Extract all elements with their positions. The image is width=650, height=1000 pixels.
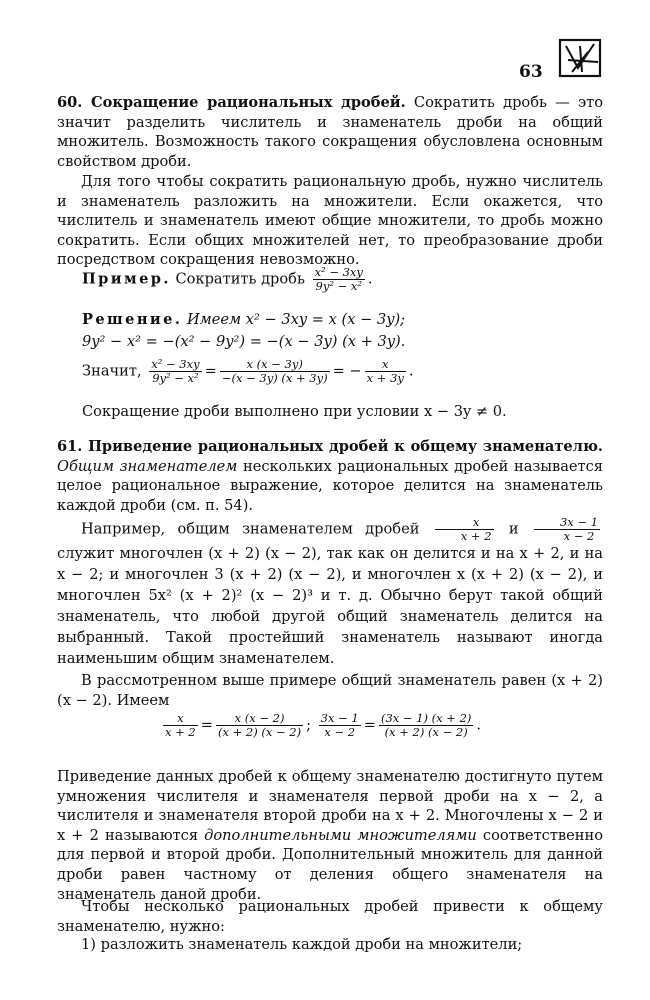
fraction-numerator: 3x − 1 xyxy=(320,711,359,725)
fraction-denominator: x + 3y xyxy=(366,371,404,385)
equation-fraction-4 xyxy=(379,712,473,739)
fraction-numerator: x² − 3xy xyxy=(314,265,363,279)
example-and: и xyxy=(508,520,519,538)
section-60-intro-text: Сократить дробь — это значит разделить числитель и знаменатель дроби на общий множитель. Возможность такого сокращения обусловлена основным свойством дроби. xyxy=(57,94,603,170)
znachit-word: Значит, xyxy=(82,362,142,380)
bringing-paragraph xyxy=(57,767,603,904)
fraction-denominator: x − 2 xyxy=(324,725,356,739)
solution-step-1: Имеем x² − 3xy = x (x − 3y); xyxy=(182,311,406,328)
fraction-denominator: (x + 2) (x − 2) xyxy=(384,725,468,739)
common-denominator-equations: $\frac{x}{x + 2}$ = $\frac{x (x - 2)}{(x + 2) (x - 2)}$ ; $\frac{3x - 1}{x - 2}$ = $\frac{(3x - 1) (x + 2)}{(x + 2) (x - 2)}$ . xyxy=(165,711,482,739)
fraction-numerator: x (x − 2) xyxy=(216,712,303,726)
example-fraction-2 xyxy=(534,516,600,543)
fraction-denominator: x + 2 xyxy=(165,725,196,739)
example-fraction xyxy=(313,266,365,293)
fraction-numerator: x xyxy=(365,358,406,372)
section-61-example xyxy=(57,516,603,669)
fraction-denominator: x + 2 xyxy=(460,529,492,543)
considered-paragraph: В рассмотренном выше примере общий знаменатель равен (x + 2) (x − 2). Имеем xyxy=(57,672,603,709)
section-61-definition: нескольких рациональных дробей называется целое рациональное выражение, которое делится на знаменатель каждой дроби (см. п. 54). xyxy=(57,457,603,514)
fraction-numerator: x² − 3xy xyxy=(151,357,200,371)
fraction-denominator: x − 2 xyxy=(563,529,595,543)
section-61-intro xyxy=(57,437,603,515)
fraction-denominator: 9y² − x² xyxy=(152,371,199,385)
fraction-numerator: x xyxy=(163,712,198,726)
equation-fraction-3 xyxy=(319,712,361,739)
fraction-denominator: 9y² − x² xyxy=(315,279,362,293)
fraction-denominator: (x + 2) (x − 2) xyxy=(217,725,302,739)
section-61-heading: 61. Приведение рациональных дробей к общему знаменателю. xyxy=(57,438,603,455)
fraction-numerator: (3x − 1) (x + 2) xyxy=(380,711,472,725)
solution-line-2: 9y² − x² = −(x² − 9y²) = −(x − 3y) (x + 3y). xyxy=(82,333,406,350)
term-common-denominator: Общим знаменателем xyxy=(57,457,238,475)
solution-label: Решение. xyxy=(82,311,183,328)
solution-line-3: Значит, $\frac{\text{x² − 3xy}}{\text{9y² − x²}}$ = $\frac{x (x - 3y)}{-(x - 3y) (x + 3y)}$ = − $\frac{x}{x + 3y}$ . xyxy=(82,357,414,385)
solution-fraction-2 xyxy=(220,358,330,385)
example-text: Сократить дробь xyxy=(170,270,305,288)
example-label: Пример. xyxy=(82,270,171,288)
example-start: Например, общим знаменателем дробей xyxy=(81,520,420,538)
bringing-text-b: соответственно для первой и второй дроби. Дополнительный множитель для данной дроби равен частному от деления общего знаменателя на знаменатель даной дроби. xyxy=(57,826,603,903)
book-emblem-icon xyxy=(558,38,602,78)
equation-fraction-1 xyxy=(163,712,198,739)
rule-step-1: 1) разложить знаменатель каждой дроби на множители; xyxy=(81,936,523,953)
fraction-numerator: 3x − 1 xyxy=(534,516,600,530)
section-60-intro xyxy=(57,93,603,171)
section-60-paragraph: Для того чтобы сократить рациональную дробь, нужно числитель и знаменатель разложить на множители. Если окажется, что числитель и знаменатель имеют общие множители, то дробь можно сократить. Если общих множителей нет, то преобразование дроби посредством сокращения невозможно. xyxy=(57,173,603,269)
fraction-numerator: x (x − 3y) xyxy=(220,358,330,372)
term-additional-factors: дополнительными множителями xyxy=(198,826,477,844)
section-60-heading: 60. Сокращение рациональных дробей. xyxy=(57,94,406,111)
rule-intro: Чтобы несколько рациональных дробей привести к общему знаменателю, нужно: xyxy=(57,898,603,935)
fraction-numerator: x xyxy=(435,516,494,530)
equation-fraction-2 xyxy=(216,712,303,739)
page-number: 63 xyxy=(519,62,543,82)
example-line: Пример. Сократить дробь $\frac{\text{x² − 3xy}}{\text{9y² − x²}}$ . xyxy=(82,265,373,293)
fraction-denominator: −(x − 3y) (x + 3y) xyxy=(221,371,328,385)
solution-line-1 xyxy=(82,310,405,330)
solution-fraction-1 xyxy=(149,358,201,385)
example-rest: служит многочлен (x + 2) (x − 2), так как он делится и на x + 2, и на x − 2; и многочлен 3 (x + 2) (x − 2), и многочлен x (x + 2) (x − 2), и многочлен 5x² (x + 2)² (x − 2)³ и т. д. Обычно берут такой общий знаменатель, что любой другой общий знаменатель делится на выбранный. Такой простейший знаменатель называют иногда наименьшим общим знаменателем. xyxy=(57,545,603,667)
condition-line: Сокращение дроби выполнено при условии x − 3y ≠ 0. xyxy=(82,403,507,420)
example-fraction-1 xyxy=(435,516,494,543)
bringing-text-a: Приведение данных дробей к общему знаменателю достигнуто путем умножения числителя и знаменателя первой дроби на x − 2, а числителя и знаменателя второй дроби на x + 2. Многочлены x − 2 и x + 2 называются xyxy=(57,768,603,844)
solution-fraction-3 xyxy=(365,358,406,385)
